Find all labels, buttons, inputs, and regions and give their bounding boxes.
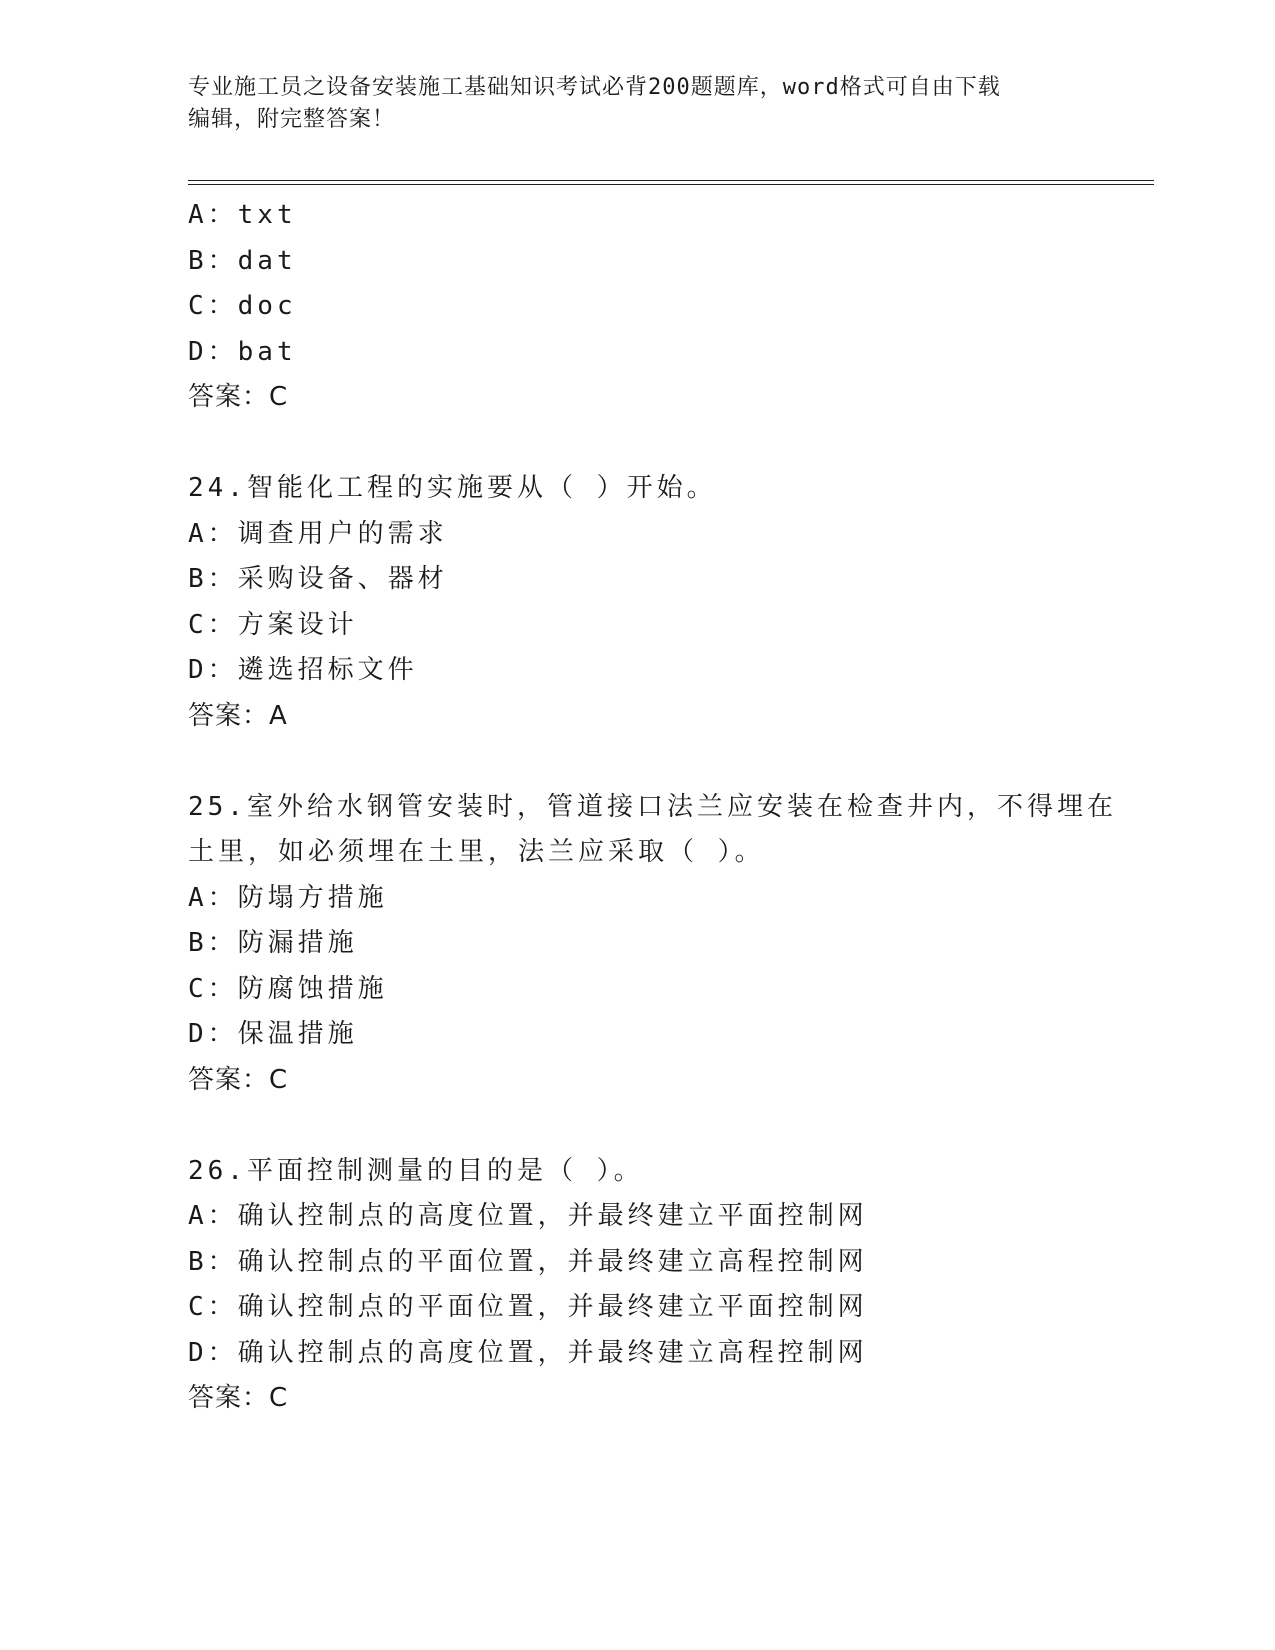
option-text: 确认控制点的平面位置，并最终建立平面控制网	[237, 1292, 868, 1322]
question-25	[188, 785, 1128, 1104]
question-stem-line-1: 25.室外给水钢管安装时，管道接口法兰应安装在检查井内，不得埋在	[188, 791, 1117, 822]
option-text: 确认控制点的高度位置，并最终建立平面控制网	[237, 1201, 868, 1231]
option-a	[188, 512, 1128, 558]
spacer	[188, 421, 1128, 467]
document-header	[188, 72, 1088, 136]
option-b	[188, 239, 1128, 285]
answer-line: 答案：C	[188, 1383, 289, 1413]
option-text: bat	[237, 336, 297, 367]
option-letter: B：	[188, 928, 238, 958]
option-text: txt	[237, 200, 297, 230]
option-c	[188, 603, 1128, 649]
header-divider-top	[188, 180, 1154, 181]
option-c	[188, 967, 1128, 1013]
option-letter: C：	[188, 1292, 238, 1322]
option-text: dat	[237, 245, 297, 276]
option-text: 确认控制点的平面位置，并最终建立高程控制网	[237, 1246, 868, 1277]
answer-line: 答案：C	[188, 382, 289, 412]
option-letter: D：	[188, 1019, 238, 1049]
option-b	[188, 557, 1128, 603]
option-text: 防腐蚀措施	[237, 973, 388, 1004]
question-list	[188, 193, 1128, 1422]
spacer	[188, 1103, 1128, 1149]
option-a	[188, 876, 1128, 922]
option-text: 采购设备、器材	[237, 564, 448, 594]
option-letter: B：	[188, 1246, 238, 1277]
option-text: 防漏措施	[237, 928, 358, 958]
option-text: 方案设计	[237, 609, 358, 640]
question-stem-line-2: 土里，如必须埋在土里，法兰应采取（ ）。	[188, 837, 765, 867]
option-letter: D：	[188, 336, 238, 367]
option-letter: C：	[188, 609, 238, 640]
option-text: 调查用户的需求	[237, 518, 448, 549]
question-23	[188, 193, 1128, 421]
option-letter: A：	[188, 200, 238, 230]
header-title-line-2: 编辑，附完整答案！	[188, 107, 396, 132]
option-letter: C：	[188, 973, 238, 1004]
option-text: 防塌方措施	[237, 882, 388, 913]
option-letter: D：	[188, 655, 238, 685]
option-text: 确认控制点的高度位置，并最终建立高程控制网	[237, 1337, 868, 1368]
question-24	[188, 466, 1128, 739]
option-letter: C：	[188, 291, 238, 321]
question-stem: 24.智能化工程的实施要从（ ）开始。	[188, 473, 717, 503]
option-letter: A：	[188, 1201, 238, 1231]
option-letter: B：	[188, 245, 238, 276]
option-c	[188, 284, 1128, 330]
option-text: 保温措施	[237, 1019, 358, 1049]
answer-line: 答案：A	[188, 700, 288, 731]
answer-line: 答案：C	[188, 1064, 289, 1095]
option-a	[188, 193, 1128, 239]
question-26	[188, 1149, 1128, 1422]
option-text: doc	[237, 291, 297, 321]
option-d	[188, 648, 1128, 694]
option-a	[188, 1194, 1128, 1240]
header-divider-bottom	[188, 184, 1154, 185]
option-letter: A：	[188, 518, 238, 549]
option-text: 遴选招标文件	[237, 655, 418, 685]
header-title-line-1: 专业施工员之设备安装施工基础知识考试必背200题题库，word格式可自由下载	[188, 75, 1001, 100]
spacer	[188, 739, 1128, 785]
option-letter: D：	[188, 1337, 238, 1368]
option-letter: A：	[188, 882, 238, 913]
option-c	[188, 1285, 1128, 1331]
option-d	[188, 1331, 1128, 1377]
option-d	[188, 330, 1128, 376]
question-stem: 26.平面控制测量的目的是（ ）。	[188, 1155, 644, 1186]
option-b	[188, 921, 1128, 967]
option-letter: B：	[188, 564, 238, 594]
option-b	[188, 1240, 1128, 1286]
option-d	[188, 1012, 1128, 1058]
